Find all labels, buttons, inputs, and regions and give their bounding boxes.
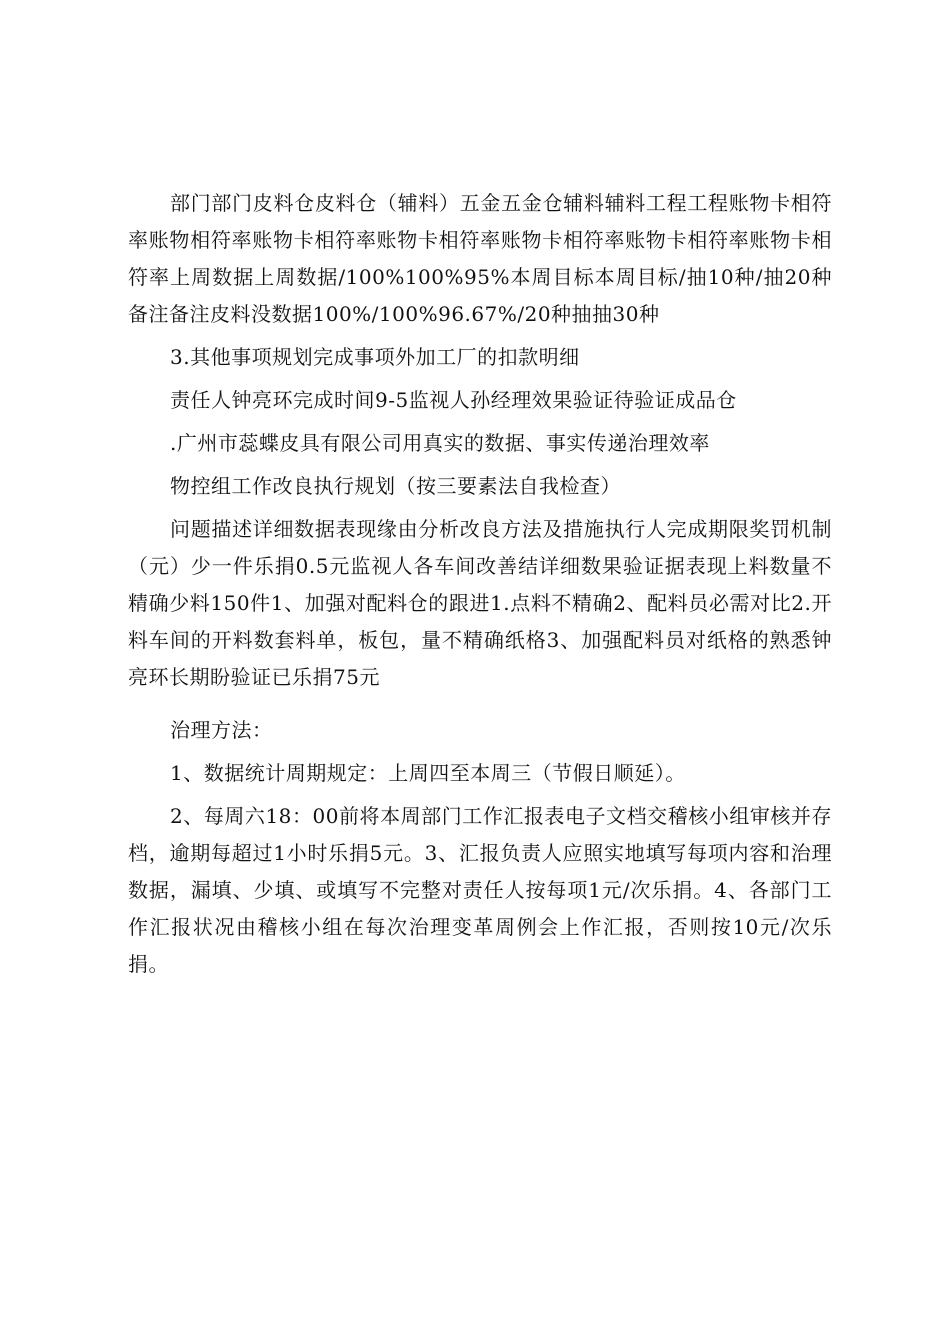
- paragraph-improvement-plan-title: 物控组工作改良执行规划（按三要素法自我检查）: [170, 474, 621, 498]
- paragraph-rules-2-4: 2、每周六18：00前将本周部门工作汇报表电子文档交稽核小组审核并存档，逾期每超过1小时乐捐5元。3、汇报负责人应照实地填写每项内容和治理数据，漏填、少填、或填写不完整对责任人按每项1元/次乐捐。4、各部门工作汇报状况由稽核小组在每次治理变革周例会上作汇报，否则按10元/次乐捐。: [128, 804, 832, 976]
- paragraph-other-items: 3.其他事项规划完成事项外加工厂的扣款明细: [170, 345, 580, 369]
- paragraph-accuracy-table-text: 部门部门皮料仓皮料仓（辅料）五金五金仓辅料辅料工程工程账物卡相符率账物相符率账物卡相符率账物卡相符率账物卡相符率账物卡相符率账物卡相符率上周数据上周数据/100%100%95%本周目标本周目标/抽10种/抽20种备注备注皮料没数据100%/100%96.67%/20种抽抽30种: [128, 191, 832, 326]
- paragraph-responsible-person: 责任人钟亮环完成时间9-5监视人孙经理效果验证待验证成品仓: [170, 388, 737, 412]
- paragraph-problem-description: 问题描述详细数据表现缘由分析改良方法及措施执行人完成期限奖罚机制（元）少一件乐捐0.5元监视人各车间改善结详细数果验证据表现上料数量不精确少料150件1、加强对配料仓的跟进1.点料不精确2、配料员必需对比2.开料车间的开料数套料单，板包，量不精确纸格3、加强配料员对纸格的熟悉钟亮环长期盼验证已乐捐75元: [128, 517, 832, 689]
- paragraph-company-line: .广州市蕊蝶皮具有限公司用真实的数据、事实传递治理效率: [170, 431, 710, 455]
- paragraph-rule-1: 1、数据统计周期规定：上周四至本周三（节假日顺延）。: [170, 761, 686, 785]
- document-body: [128, 185, 832, 983]
- paragraph-management-method-heading: 治理方法：: [170, 718, 273, 742]
